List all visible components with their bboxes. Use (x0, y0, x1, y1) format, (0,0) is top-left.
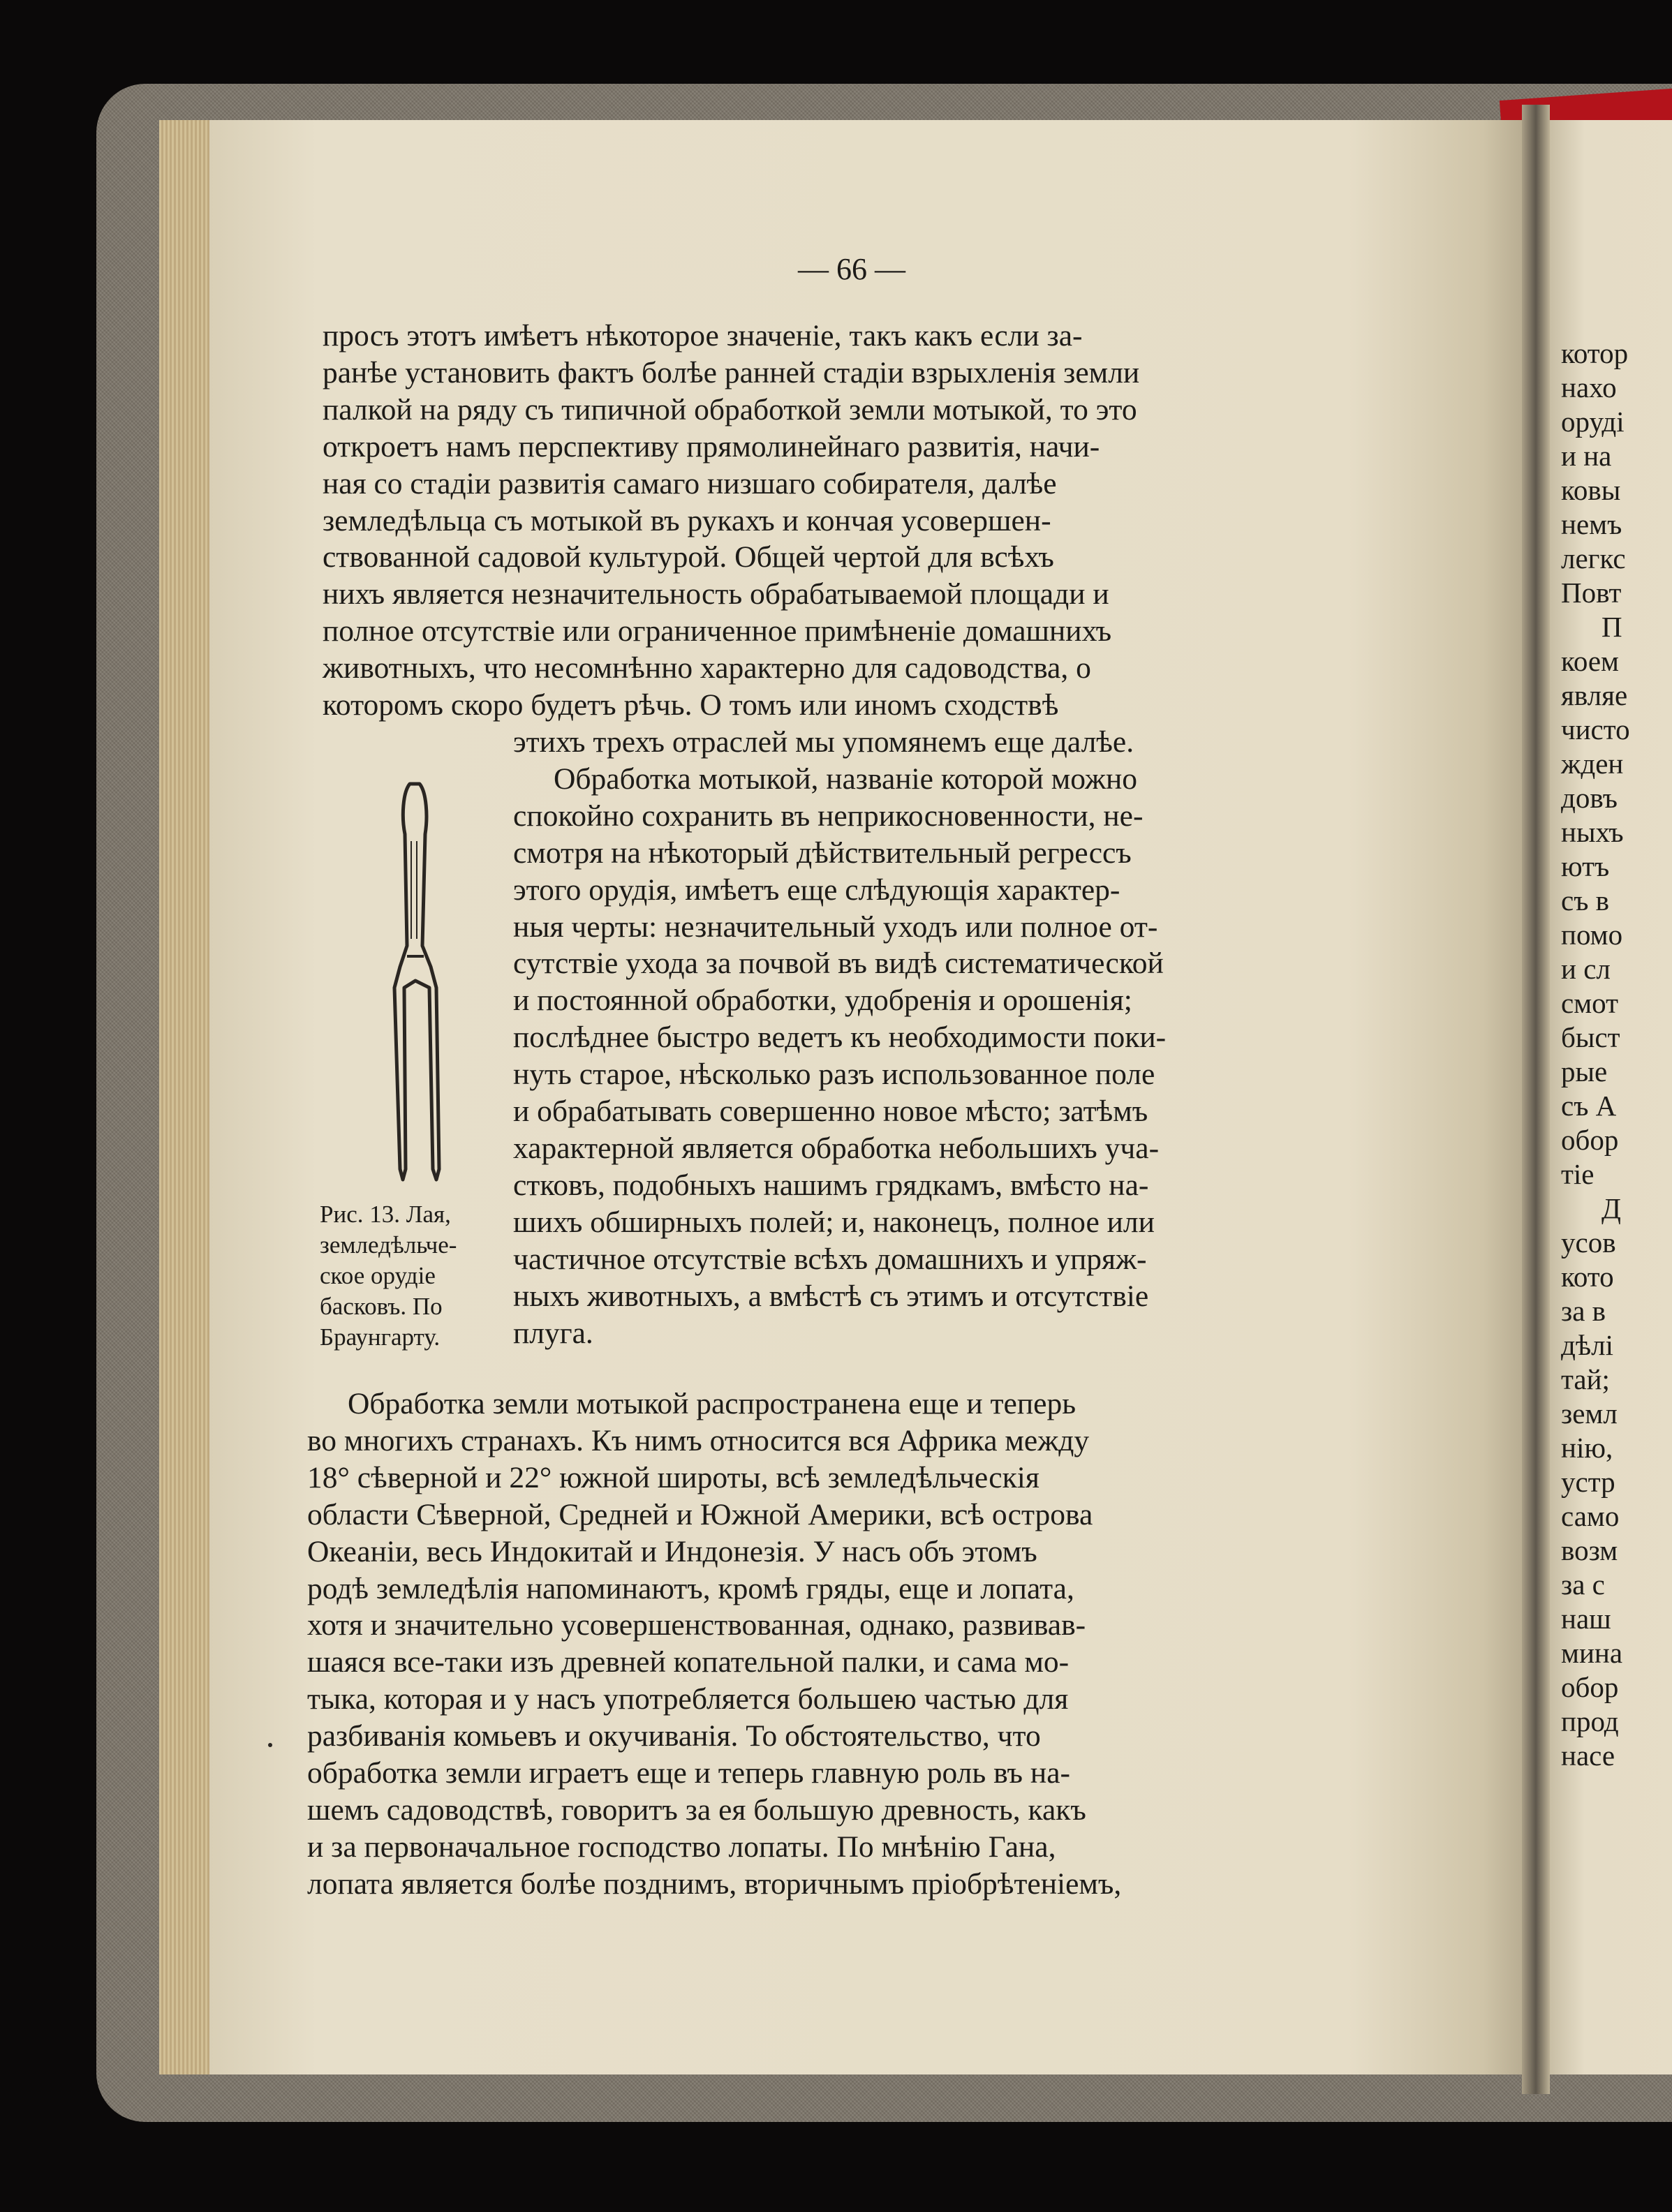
text-line: палкой на ряду съ типичной обработкой земли мотыкой, то это (323, 392, 1137, 426)
text-line: за с (1561, 1568, 1605, 1601)
text-line: Браунгарту. (320, 1323, 441, 1351)
text-line: немъ (1561, 508, 1622, 540)
text-line: обор (1561, 1124, 1619, 1156)
narrow-column-text (513, 724, 1372, 1351)
text-line: просъ этотъ имѣетъ нѣкоторое значеніе, такъ какъ если за- (323, 319, 1083, 352)
text-line: животныхъ, что несомнѣнно характерно для садоводства, о (323, 651, 1091, 685)
text-line: довъ (1561, 782, 1618, 814)
text-line: съ А (1561, 1090, 1617, 1122)
text-line: коем (1561, 645, 1619, 677)
text-line: нахо (1561, 371, 1617, 403)
text-line: тай; (1561, 1363, 1610, 1395)
text-line: ютъ (1561, 850, 1610, 882)
text-line: этого орудія, имѣетъ еще слѣдующія характер- (513, 873, 1120, 907)
text-line: дѣлі (1561, 1329, 1613, 1361)
paper-speck (268, 1743, 272, 1747)
text-line: разбиванія комьевъ и окучиванія. То обстоятельство, что (307, 1719, 1041, 1753)
text-line: стковъ, подобныхъ нашимъ грядкамъ, вмѣсто на- (513, 1168, 1149, 1202)
text-line: и сл (1561, 953, 1611, 985)
text-line: Повт (1561, 577, 1622, 609)
text-line: П (1601, 611, 1622, 643)
text-line: обор (1561, 1671, 1619, 1703)
text-line: Обработка мотыкой, названіе которой можно (554, 762, 1138, 796)
text-line: устр (1561, 1466, 1615, 1498)
text-line: Обработка земли мотыкой распространена еще и теперь (348, 1387, 1077, 1420)
text-line: шихъ обширныхъ полей; и, наконецъ, полное или (513, 1205, 1155, 1239)
right-page-text (1561, 336, 1630, 1773)
text-line: нію, (1561, 1432, 1613, 1464)
text-line: и постоянной обработки, удобренія и орошенія; (513, 983, 1132, 1018)
text-line: родѣ земледѣлія напоминаютъ, кромѣ гряды, еще и лопата, (307, 1571, 1074, 1605)
text-line: полное отсутствіе или ограниченное примѣненіе домашнихъ (323, 614, 1112, 648)
text-line: Д (1601, 1192, 1621, 1224)
text-line: хотя и значительно усовершенствованная, однако, развивав- (307, 1608, 1086, 1642)
text-line: само (1561, 1500, 1620, 1532)
text-line: земледѣльче- (320, 1231, 457, 1259)
text-line: рые (1561, 1055, 1608, 1088)
text-line: мина (1561, 1637, 1623, 1669)
text-line: ныя черты: незначительный уходъ или полное от- (513, 910, 1158, 944)
text-line: смотря на нѣкоторый дѣйствительный регрессъ (513, 836, 1132, 870)
text-line: легкс (1561, 542, 1626, 574)
page-stack-edges (159, 120, 215, 2074)
text-line: спокойно сохранить въ неприкосновенности, не- (513, 799, 1144, 833)
text-line: жден (1561, 748, 1624, 780)
text-line: нуть старое, нѣсколько разъ использованное поле (513, 1057, 1155, 1092)
text-line: нихъ является незначительность обрабатываемой площади и (323, 577, 1109, 611)
bottom-paragraph (307, 1386, 1354, 1903)
text-line: области Сѣверной, Средней и Южной Америки, всѣ острова (307, 1497, 1093, 1531)
text-line: характерной является обработка небольшихъ уча- (513, 1131, 1160, 1165)
text-line: откроетъ намъ перспективу прямолинейнаго развитія, начи- (323, 429, 1100, 463)
text-line: Рис. 13. Лая, (320, 1201, 451, 1228)
text-line: этихъ трехъ отраслей мы упомянемъ еще далѣе. (513, 725, 1134, 759)
text-line: ствованной садовой культурой. Общей чертой для всѣхъ (323, 540, 1054, 574)
text-line: ныхъ (1561, 816, 1624, 848)
text-line: быст (1561, 1021, 1620, 1053)
text-line: наш (1561, 1603, 1611, 1635)
text-line: смот (1561, 987, 1619, 1019)
text-line: помо (1561, 919, 1623, 951)
text-line: 18° сѣверной и 22° южной широты, всѣ земледѣльческія (307, 1460, 1040, 1494)
text-line: тіе (1561, 1158, 1595, 1190)
text-line: съ в (1561, 884, 1610, 916)
text-line: ковы (1561, 474, 1621, 506)
text-line: басковъ. По (320, 1293, 443, 1320)
text-line: прод (1561, 1705, 1619, 1737)
text-line: обработка земли играетъ еще и теперь главную роль въ на- (307, 1756, 1071, 1790)
right-page (1550, 120, 1672, 2074)
text-line: частичное отсутствіе всѣхъ домашнихъ и упряж- (513, 1242, 1147, 1276)
text-line: возм (1561, 1534, 1618, 1566)
text-line: ранѣе установить фактъ болѣе ранней стадіи взрыхленія земли (323, 355, 1140, 389)
text-line: усов (1561, 1226, 1616, 1259)
page-number: — 66 — (798, 252, 905, 286)
text-line: во многихъ странахъ. Къ нимъ относится вся Африка между (307, 1423, 1090, 1457)
text-line: лопата является болѣе позднимъ, вторичнымъ пріобрѣтеніемъ, (307, 1866, 1122, 1901)
text-line: послѣднее быстро ведетъ къ необходимости поки- (513, 1020, 1167, 1055)
text-line: кото (1561, 1261, 1614, 1293)
text-line: Океаніи, весь Индокитай и Индонезія. У насъ объ этомъ (307, 1534, 1037, 1568)
text-line: сутствіе ухода за почвой въ видѣ систематической (513, 947, 1164, 981)
text-line: и на (1561, 440, 1612, 472)
text-line: за в (1561, 1295, 1606, 1327)
text-line: котор (1561, 337, 1629, 369)
text-line: земл (1561, 1397, 1618, 1430)
text-line: орудi (1561, 406, 1625, 438)
text-line: ское орудіе (320, 1262, 436, 1289)
text-line: шаяся все-таки изъ древней копательной палки, и сама мо- (307, 1645, 1070, 1679)
hoe-tool-illustration (367, 778, 464, 1190)
text-line: чисто (1561, 713, 1630, 745)
top-paragraph (323, 318, 1384, 724)
text-line: ная со стадіи развитія самаго низшаго собирателя, далѣе (323, 466, 1057, 500)
text-line: ныхъ животныхъ, а вмѣстѣ съ этимъ и отсутствіе (513, 1279, 1149, 1313)
book-gutter (1522, 105, 1550, 2094)
text-line: тыка, которая и у насъ употребляется большею частью для (307, 1682, 1069, 1716)
text-line: плуга. (513, 1316, 593, 1350)
figure-caption (320, 1199, 487, 1353)
text-line: шемъ садоводствѣ, говоритъ за ея большую древность, какъ (307, 1792, 1086, 1827)
text-line: земледѣльца съ мотыкой въ рукахъ и кончая усовершен- (323, 503, 1051, 537)
text-line: насе (1561, 1739, 1615, 1772)
text-line: которомъ скоро будетъ рѣчь. О томъ или иномъ сходствѣ (323, 688, 1059, 722)
text-line: являе (1561, 679, 1628, 711)
text-line: и за первоначальное господство лопаты. По мнѣнію Гана, (307, 1829, 1056, 1864)
text-line: и обрабатывать совершенно новое мѣсто; затѣмъ (513, 1094, 1148, 1129)
